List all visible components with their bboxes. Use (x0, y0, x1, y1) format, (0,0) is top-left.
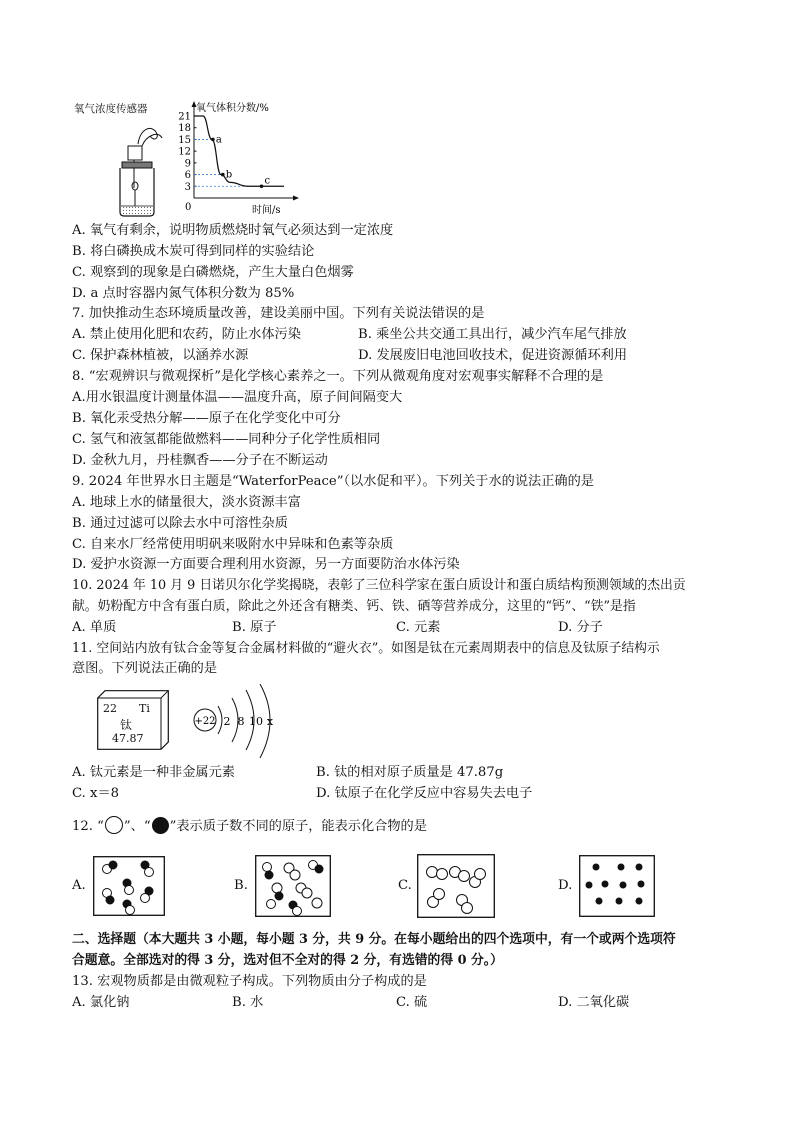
q10-option-a: A. 单质 (72, 620, 117, 635)
q12-box-d (579, 855, 655, 917)
atomic-mass: 47.87 (112, 732, 144, 745)
q7-option-c: C. 保护森林植被，以涵养水源 (72, 348, 249, 363)
chart-ylabel: 氧气体积分数/% (196, 103, 269, 114)
point-c (260, 184, 264, 188)
q13-option-a: A. 氯化钠 (72, 995, 130, 1010)
shell-4: x (266, 715, 274, 728)
q12-box-c (417, 854, 495, 918)
q12-option-d-label: D. (558, 878, 573, 893)
q8-stem: 8. “宏观辨识与微观探析”是化学核心素养之一。下列从微观角度对宏观事实解释不合理的是 (72, 369, 604, 384)
q8-option-c: C. 氢气和液氢都能做燃料——同种分子化学性质相同 (72, 432, 381, 447)
q12-stem-mid: ”、“ (123, 819, 151, 834)
oxygen-chart (170, 98, 300, 216)
q10-option-c: C. 元素 (396, 620, 441, 635)
sensor-label: 氧气浓度传感器 (74, 103, 148, 115)
y-tick-label: 9 (184, 158, 191, 170)
y-tick-label: 18 (178, 123, 191, 135)
atomic-structure-diagram (190, 680, 286, 764)
q9-option-c: C. 自来水厂经常使用明矾来吸附水中异味和色素等杂质 (72, 537, 394, 552)
q10-option-b: B. 原子 (232, 620, 277, 635)
q9-stem: 9. 2024 年世界水日主题是“WaterforPeace”（以水促和平）。下列关于水的说法正确的是 (72, 474, 594, 489)
q6-option-a: A. 氧气有剩余，说明物质燃烧时氧气必须达到一定浓度 (72, 223, 394, 238)
q13-option-b: B. 水 (232, 995, 264, 1010)
point-a (211, 138, 215, 142)
q11-option-a: A. 钛元素是一种非金属元素 (72, 765, 235, 780)
x-axis-arrow (293, 196, 299, 201)
periodic-table-cell (97, 690, 169, 750)
oxygen-curve (194, 116, 284, 186)
nucleus-charge: +22 (194, 716, 216, 727)
q11-stem-line2: 意图。下列说法正确的是 (72, 661, 218, 676)
section2-heading-line1: 二、选择题（本大题共 3 小题，每小题 3 分，共 9 分。在每小题给出的四个选项中，有一个或两个选项符 (72, 932, 676, 947)
element-symbol: Ti (139, 702, 150, 715)
point-label-c: c (264, 175, 271, 187)
q8-option-a: A.用水银温度计测量体温——温度升高，原子间间隔变大 (72, 390, 403, 405)
q12-stem (72, 816, 427, 836)
q9-option-a: A. 地球上水的储量很大，淡水资源丰富 (72, 495, 301, 510)
q11-stem-line1: 11. 空间站内放有钛合金等复合金属材料做的“避火衣”。如图是钛在元素周期表中的信息及钛原子结构示 (72, 641, 660, 656)
q7-option-d: D. 发展废旧电池回收技术，促进资源循环利用 (358, 348, 628, 363)
point-label-a: a (215, 134, 222, 146)
q6-option-d: D. a 点时容器内氮气体积分数为 85% (72, 286, 295, 301)
q10-stem-line2: 献。奶粉配方中含有蛋白质，除此之外还含有糖类、钙、铁、硒等营养成分，这里的“钙”、“铁”是指 (72, 599, 636, 614)
q11-option-d: D. 钛原子在化学反应中容易失去电子 (316, 786, 533, 801)
q7-option-b: B. 乘坐公共交通工具出行，减少汽车尾气排放 (358, 327, 627, 342)
q11-option-c: C. x＝8 (72, 786, 120, 801)
q12-option-c-label: C. (398, 878, 412, 893)
q8-option-b: B. 氧化汞受热分解——原子在化学变化中可分 (72, 411, 341, 426)
q10-stem-line1: 10. 2024 年 10 月 9 日诺贝尔化学奖揭晓，表彰了三位科学家在蛋白质设计和蛋白质结构预测领域的杰出贡 (72, 578, 686, 593)
y-tick-label: 21 (178, 111, 191, 123)
shell-1: 2 (223, 715, 231, 728)
white-atom-icon (105, 816, 123, 834)
q13-option-d: D. 二氧化碳 (558, 995, 630, 1010)
q8-option-d: D. 金秋九月，丹桂飘香——分子在不断运动 (72, 453, 328, 468)
q7-stem: 7. 加快推动生态环境质量改善，建设美丽中国。下列有关说法错误的是 (72, 306, 485, 321)
q12-stem-prefix: 12. “ (72, 819, 104, 834)
q9-option-b: B. 通过过滤可以除去水中可溶性杂质 (72, 516, 288, 531)
oxygen-experiment-figure (70, 98, 290, 218)
y-tick-label: 15 (178, 134, 191, 146)
q12-box-b (255, 855, 331, 917)
y-tick-label: 12 (178, 146, 191, 158)
shell-3: 10 (249, 715, 263, 728)
q13-stem: 13. 宏观物质都是由微观粒子构成。下列物质由分子构成的是 (72, 974, 427, 989)
q13-option-c: C. 硫 (396, 995, 428, 1010)
chart-xlabel: 时间/s (252, 205, 281, 216)
shell-2: 8 (237, 715, 245, 728)
chart-origin: 0 (185, 202, 192, 213)
element-name: 钛 (120, 718, 133, 732)
q12-option-b-label: B. (234, 878, 248, 893)
q12-stem-suffix: ”表示质子数不同的原子，能表示化合物的是 (169, 819, 427, 834)
q7-option-a: A. 禁止使用化肥和农药，防止水体污染 (72, 327, 301, 342)
q11-option-b: B. 钛的相对原子质量是 47.87g (316, 765, 504, 780)
q10-option-d: D. 分子 (558, 620, 603, 635)
point-b (221, 173, 225, 177)
y-tick-label: 6 (184, 170, 191, 182)
black-atom-icon (152, 817, 169, 834)
q12-box-a (93, 856, 165, 916)
y-tick-label: 3 (184, 181, 191, 193)
q9-option-d: D. 爱护水资源一方面要合理利用水资源，另一方面要防治水体污染 (72, 557, 460, 572)
section2-heading-line2: 合题意。全部选对的得 3 分，选对但不全对的得 2 分，有选错的得 0 分。） (72, 953, 503, 968)
q6-option-c: C. 观察到的现象是白磷燃烧，产生大量白色烟雾 (72, 265, 354, 280)
point-label-b: b (225, 169, 233, 181)
atomic-number: 22 (103, 702, 117, 715)
q6-option-b: B. 将白磷换成木炭可得到同样的实验结论 (72, 244, 315, 259)
q12-option-a-label: A. (72, 878, 86, 893)
